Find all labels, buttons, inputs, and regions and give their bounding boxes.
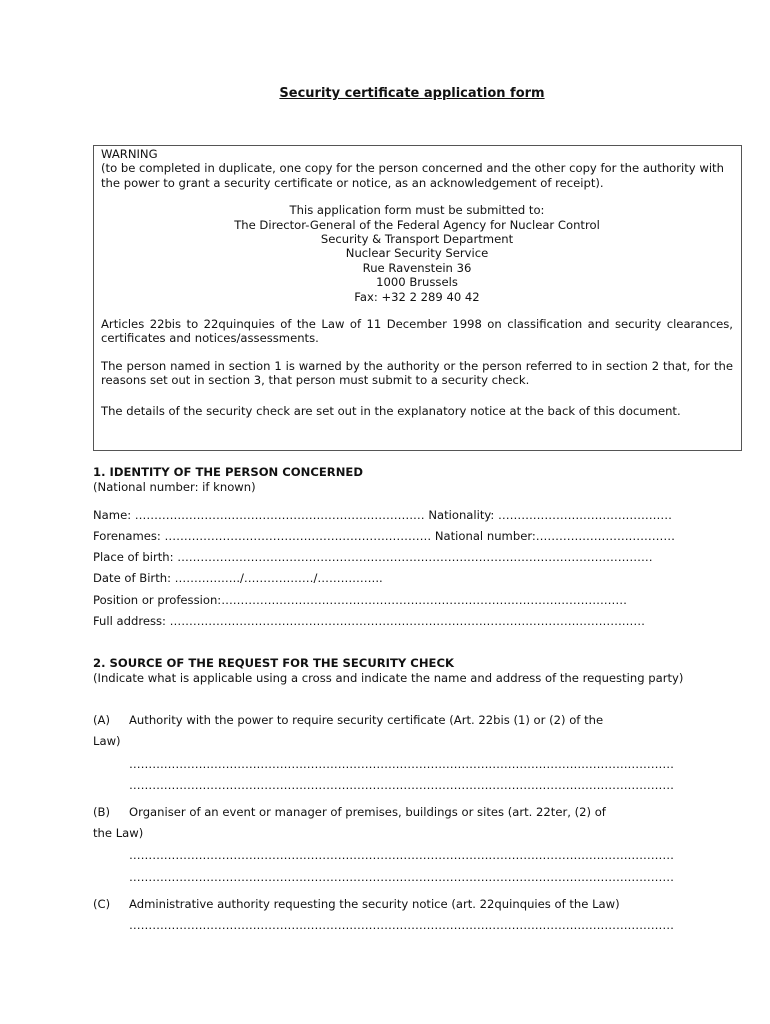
address-line: This application form must be submitted to: [289,203,545,218]
option-a-label: (A) [93,713,110,727]
name-nationality-field[interactable]: Name: ………………………………………………………………… Nationality: ……………………………………… [93,508,672,522]
option-a[interactable] [93,713,693,727]
page-title: Security certificate application form [279,86,545,101]
position-field[interactable]: Position or profession:…………………………………………………………………………………………… [93,593,627,607]
warning-paragraph: The person named in section 1 is warned by the authority or the person referred to in section 2 that, for the reasons set out in section 3, that person must submit to a security check. [101,358,733,388]
full-address-field[interactable]: Full address: …………………………………………………………………………………………………………… [93,614,645,628]
submission-address [101,203,733,304]
warning-heading: WARNING [101,147,158,161]
address-line: Security & Transport Department [320,232,514,247]
option-b-line-2[interactable]: …………………………………………………………………………………………………………………………… [129,870,674,884]
option-a-text: Authority with the power to require security certificate (Art. 22bis (1) or (2) of the [129,713,604,727]
place-of-birth-field[interactable]: Place of birth: …………………………………………………………………………………………………………… [93,550,653,564]
option-c-text: Administrative authority requesting the security notice (art. 22quinquies of the Law) [129,897,620,911]
section-1-subheading: (National number: if known) [93,479,256,494]
option-a-line-2[interactable]: …………………………………………………………………………………………………………………………… [129,778,674,792]
option-b-label: (B) [93,805,111,819]
option-b-line-1[interactable]: …………………………………………………………………………………………………………………………… [129,848,674,862]
section-1-header [93,465,733,494]
details-paragraph: The details of the security check are set out in the explanatory notice at the back of this document. [101,403,681,418]
section-2-heading: 2. SOURCE OF THE REQUEST FOR THE SECURITY CHECK [93,656,454,670]
section-2-header [93,656,733,685]
option-c-line-1[interactable]: …………………………………………………………………………………………………………………………… [129,918,674,932]
section-1-heading: 1. IDENTITY OF THE PERSON CONCERNED [93,465,363,479]
option-a-line-1[interactable]: …………………………………………………………………………………………………………………………… [129,757,674,771]
forenames-national-number-field[interactable]: Forenames: …………………………………………………………… National number:……………………………… [93,529,675,543]
section-2-subheading: (Indicate what is applicable using a cross and indicate the name and address of the requesting party) [93,670,684,685]
address-line: Rue Ravenstein 36 [362,260,472,275]
address-line: Fax: +32 2 289 40 42 [354,289,480,304]
address-line: Nuclear Security Service [345,246,489,261]
address-line: The Director-General of the Federal Agency for Nuclear Control [234,217,600,232]
articles-paragraph: Articles 22bis to 22quinquies of the Law of 11 December 1998 on classification and security clearances, certificates and notices/assessments. [101,317,733,346]
option-c[interactable] [93,897,733,911]
warning-box [93,145,742,451]
option-b[interactable] [93,805,693,819]
warning-intro: (to be completed in duplicate, one copy for the person concerned and the other copy for the authority with the power to grant a security certificate or notice, as an acknowledgement of receipt). [101,161,724,190]
date-of-birth-field[interactable]: Date of Birth: ……………../………………/…………….. [93,571,383,585]
option-c-label: (C) [93,897,111,911]
option-a-continued: Law) [93,734,121,748]
option-b-text: Organiser of an event or manager of premises, buildings or sites (art. 22ter, (2) of [129,805,606,819]
option-b-continued: the Law) [93,826,144,840]
address-line: 1000 Brussels [376,275,458,290]
